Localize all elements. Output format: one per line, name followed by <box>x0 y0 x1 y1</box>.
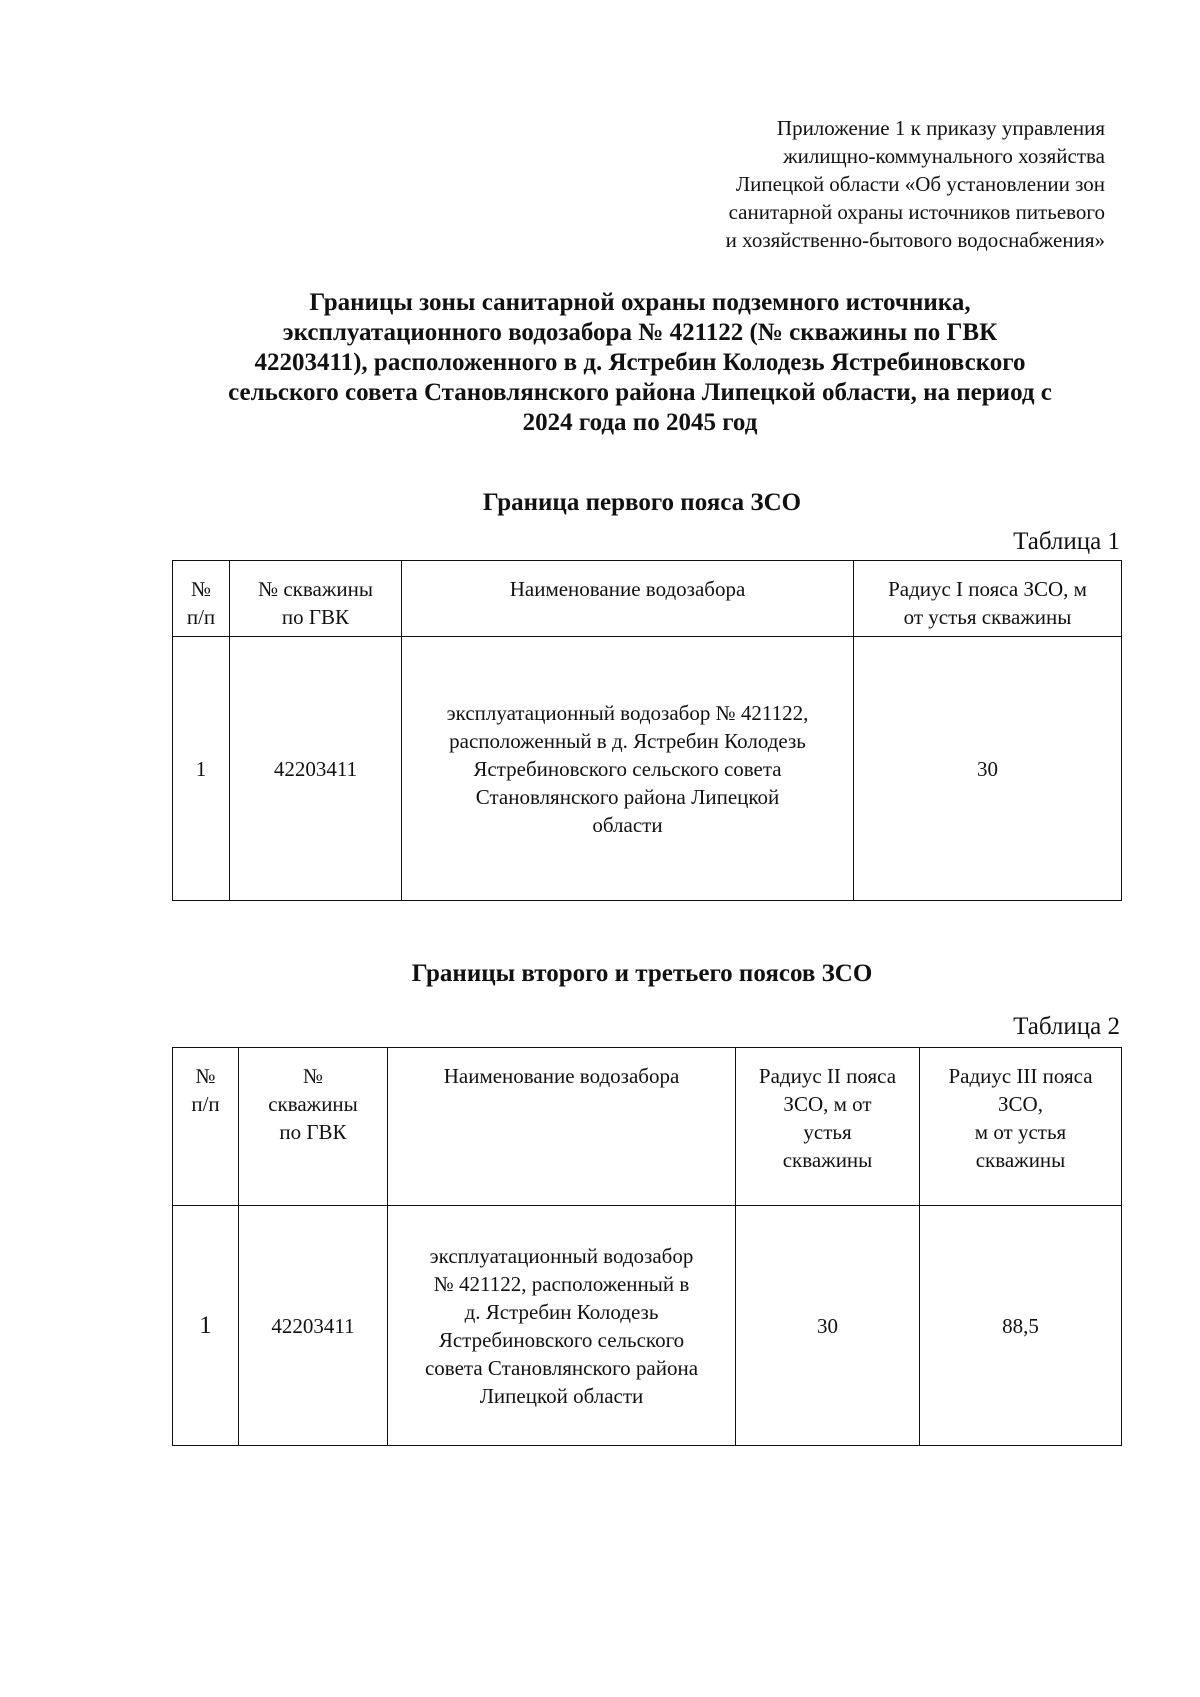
appendix-line: Приложение 1 к приказу управления <box>776 116 1105 140</box>
table-row <box>173 1206 1122 1446</box>
appendix-line: Липецкой области «Об установлении зон <box>735 172 1105 196</box>
cell-radius1: 30 <box>854 637 1122 901</box>
table-second-third-zones <box>172 1047 1122 1446</box>
appendix-line: жилищно-коммунального хозяйства <box>783 144 1105 168</box>
cell-num: 1 <box>173 1206 239 1446</box>
title-line: сельского совета Становлянского района Липецкой области, на период с <box>228 379 1052 406</box>
title-line: эксплуатационного водозабора № 421122 (№ скважины по ГВК <box>282 319 998 346</box>
title-line: 2024 года по 2045 год <box>522 409 758 436</box>
title-line: 42203411), расположенного в д. Ястребин Колодезь Ястребиновского <box>254 349 1026 376</box>
cell-name: эксплуатационный водозабор № 421122, расположенный в д. Ястребин Колодезь Ястребиновского сельского совета Становлянского района Липецкой области <box>388 1206 736 1446</box>
table-header-row <box>173 561 1122 637</box>
appendix-line: и хозяйственно-бытового водоснабжения» <box>725 228 1105 252</box>
header-num: № п/п <box>173 561 230 637</box>
header-well: № скважины по ГВК <box>230 561 402 637</box>
header-name: Наименование водозабора <box>402 561 854 637</box>
header-well: № скважины по ГВК <box>239 1048 388 1206</box>
header-radius3: Радиус III пояса ЗСО, м от устья скважины <box>920 1048 1122 1206</box>
section2-title: Границы второго и третьего поясов ЗСО <box>411 960 873 987</box>
cell-well: 42203411 <box>239 1206 388 1446</box>
table-row <box>173 637 1122 901</box>
cell-well: 42203411 <box>230 637 402 901</box>
document-title <box>160 288 1120 438</box>
appendix-line: санитарной охраны источников питьевого <box>728 200 1105 224</box>
title-line: Границы зоны санитарной охраны подземного источника, <box>309 289 971 316</box>
table1-label: Таблица 1 <box>1013 528 1120 555</box>
appendix-note <box>545 114 1105 254</box>
table-header-row <box>173 1048 1122 1206</box>
header-num: № п/п <box>173 1048 239 1206</box>
section1-title: Граница первого пояса ЗСО <box>482 489 802 516</box>
header-radius2: Радиус II пояса ЗСО, м от устья скважины <box>736 1048 920 1206</box>
header-radius1: Радиус I пояса ЗСО, м от устья скважины <box>854 561 1122 637</box>
table-first-zone <box>172 560 1122 901</box>
cell-radius3: 88,5 <box>920 1206 1122 1446</box>
table2-label: Таблица 2 <box>1013 1013 1120 1040</box>
cell-name: эксплуатационный водозабор № 421122, расположенный в д. Ястребин Колодезь Ястребиновского сельского совета Становлянского района Липецкой области <box>402 637 854 901</box>
cell-num: 1 <box>173 637 230 901</box>
header-name: Наименование водозабора <box>388 1048 736 1206</box>
cell-radius2: 30 <box>736 1206 920 1446</box>
